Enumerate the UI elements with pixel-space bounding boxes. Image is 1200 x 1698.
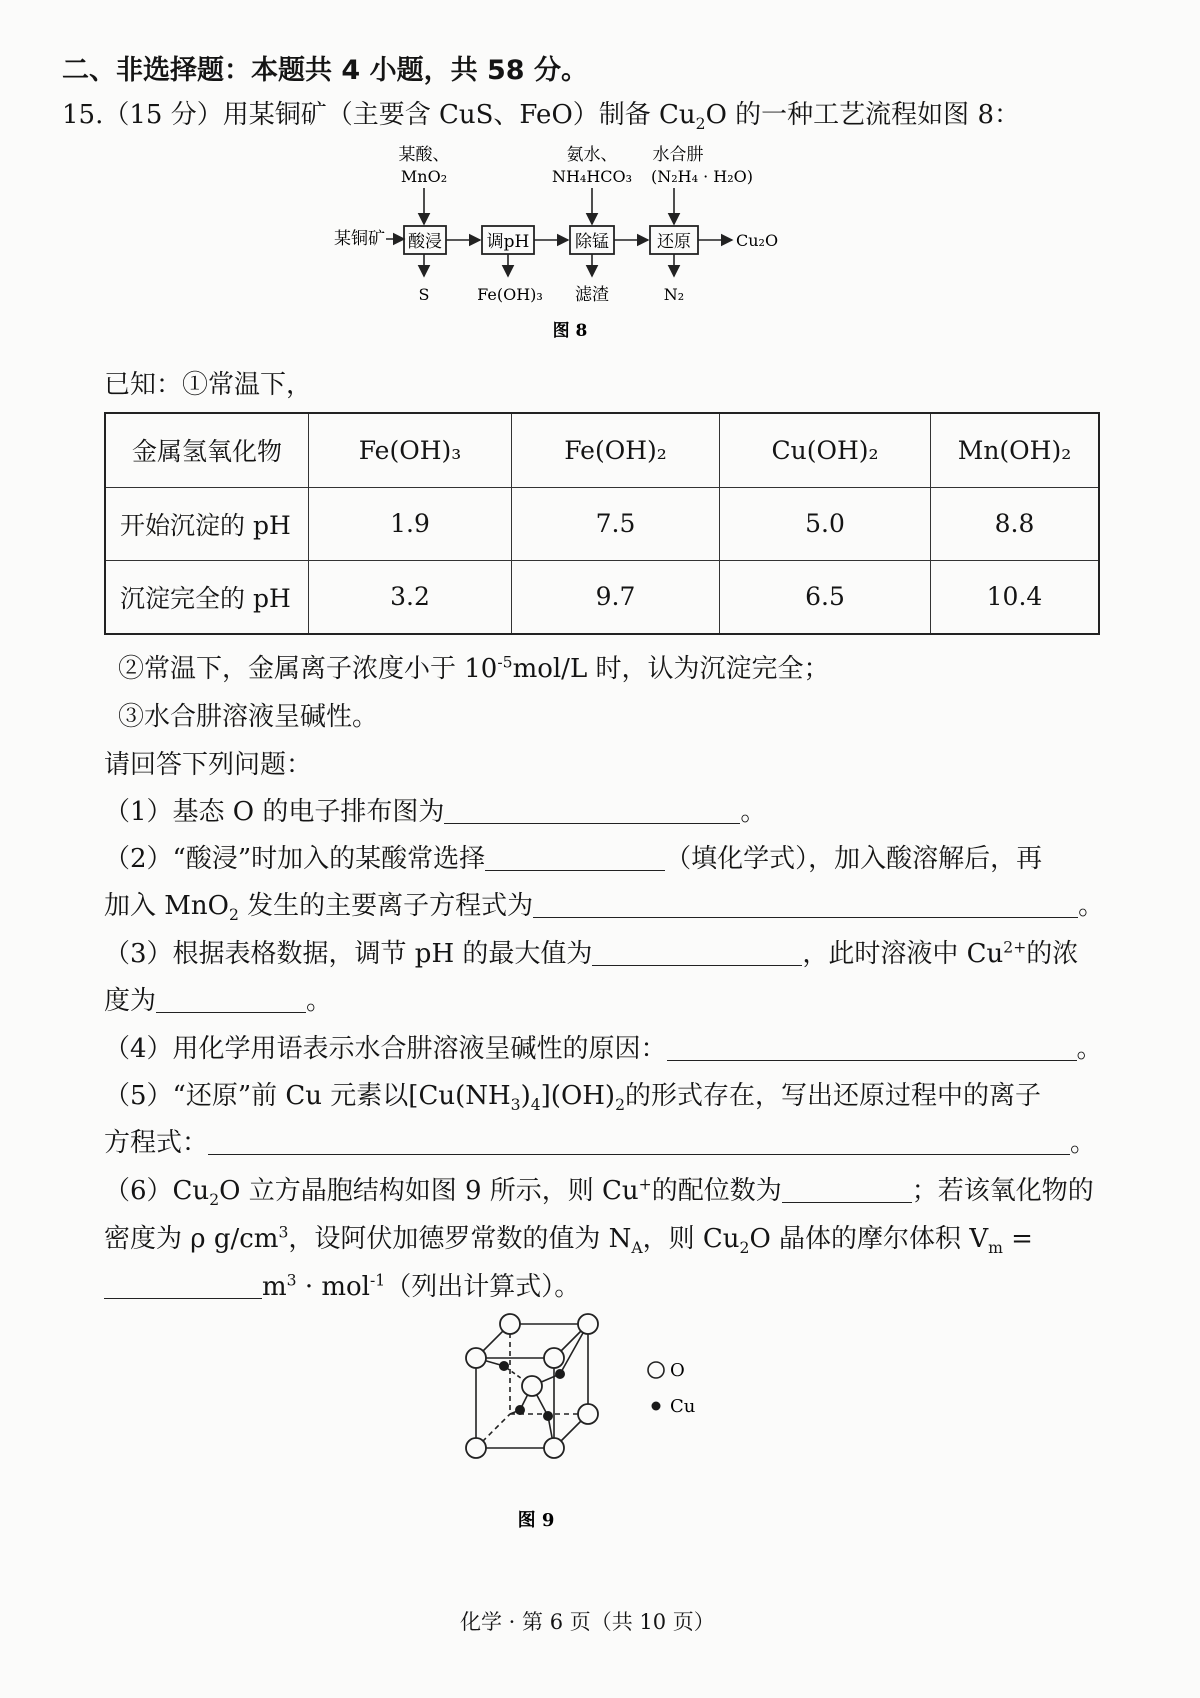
- table-row: [105, 487, 1099, 560]
- q6-text-i: =: [1002, 1224, 1033, 1254]
- sub-question-6: [104, 1170, 1094, 1209]
- q6-text-k: · mol: [296, 1272, 370, 1302]
- flow-output: 滤渣: [575, 285, 609, 305]
- flow-output: N₂: [663, 285, 685, 304]
- q2-sub: 2: [228, 906, 239, 925]
- sub-question-1: [104, 791, 766, 828]
- answer-blank[interactable]: [782, 1176, 912, 1203]
- q3-text-d: 度为: [104, 986, 157, 1016]
- question-points: （15 分）: [103, 100, 223, 130]
- o-atom: [544, 1438, 564, 1458]
- q6-sup: 3: [286, 1271, 297, 1290]
- page-footer: 化学 · 第 6 页（共 10 页）: [460, 1610, 715, 1634]
- question-intro: [62, 94, 1020, 133]
- table-cell: 7.5: [512, 487, 720, 560]
- q6-sub: m: [988, 1239, 1003, 1258]
- q2-text: （2）“酸浸”时加入的某酸常选择: [104, 844, 486, 874]
- q5-text-b: ): [520, 1081, 531, 1111]
- known-intro: 已知：①常温下，: [104, 370, 313, 400]
- known-item-2-text: ②常温下，金属离子浓度小于 10: [118, 654, 498, 684]
- q6-text-l: （列出计算式）。: [385, 1272, 581, 1302]
- table-header-cell: Mn(OH)₂: [931, 413, 1100, 487]
- q3-end: 。: [306, 986, 333, 1016]
- q6-text-h: O 晶体的摩尔体积 V: [749, 1224, 989, 1254]
- q6-text-e: 密度为 ρ g/cm: [104, 1224, 279, 1254]
- table-cell: 1.9: [309, 487, 512, 560]
- o-atom: [578, 1404, 598, 1424]
- sub-question-3: [104, 933, 1078, 970]
- q6-sub: 2: [209, 1191, 220, 1210]
- q6-sup: +: [638, 1175, 652, 1194]
- q5-text-e: 方程式：: [104, 1128, 209, 1158]
- flow-product: Cu₂O: [736, 231, 779, 250]
- q5-text-c: ](OH): [540, 1081, 616, 1111]
- table-row: [105, 560, 1099, 634]
- table-cell: 8.8: [931, 487, 1100, 560]
- section-title: 二、非选择题：本题共 4 小题，共 58 分。: [62, 55, 588, 86]
- table-cell: 5.0: [720, 487, 931, 560]
- table-header-cell: 金属氢氧化物: [105, 413, 309, 487]
- unit-cell-figure: [458, 1306, 738, 1536]
- q1-text: （1）基态 O 的电子排布图为: [104, 797, 445, 827]
- q2-end: 。: [1078, 891, 1105, 921]
- q6-text-c: 的配位数为: [651, 1176, 782, 1206]
- figure-8-caption: 图 8: [552, 321, 588, 340]
- input-label: 水合肼: [652, 145, 704, 165]
- answer-blank[interactable]: [485, 844, 665, 871]
- q6-text-j: m: [262, 1272, 287, 1302]
- legend-cu-icon: [652, 1402, 661, 1411]
- input-label: MnO₂: [400, 167, 448, 186]
- q6-text-d: ；若该氧化物的: [911, 1176, 1094, 1206]
- answer-blank[interactable]: [592, 939, 802, 966]
- q6-sub: 2: [739, 1239, 750, 1258]
- sub-question-6-line3: [104, 1266, 580, 1303]
- cu-atom: [543, 1411, 553, 1421]
- o-atom: [544, 1348, 564, 1368]
- answer-blank[interactable]: [104, 1272, 262, 1299]
- sub-question-2-line2: [104, 885, 1104, 924]
- o-atom: [466, 1438, 486, 1458]
- input-label: 氨水、: [566, 145, 618, 165]
- q6-text-f: ，设阿伏加德罗常数的值为 N: [288, 1224, 632, 1254]
- sub-question-4: [104, 1028, 1103, 1065]
- flow-output: Fe(OH)₃: [477, 285, 543, 304]
- hydroxide-ph-table: [104, 412, 1100, 635]
- flow-step: 酸浸: [408, 232, 442, 252]
- q3-text: （3）根据表格数据，调节 pH 的最大值为: [104, 939, 593, 969]
- flow-output: S: [418, 285, 430, 304]
- o-atom: [522, 1376, 542, 1396]
- q5-text: （5）“还原”前 Cu 元素以[Cu(NH: [104, 1081, 511, 1111]
- q4-end: 。: [1076, 1034, 1103, 1064]
- q2-text-c: 加入 MnO: [104, 891, 229, 921]
- q5-sub: 3: [510, 1096, 521, 1115]
- flow-start: 某铜矿: [334, 229, 385, 249]
- table-cell: 9.7: [512, 560, 720, 634]
- q5-sub: 2: [615, 1096, 625, 1115]
- q1-end: 。: [740, 797, 767, 827]
- q6-sub: A: [631, 1239, 643, 1258]
- flow-step: 除锰: [575, 232, 609, 252]
- sub-question-5-line2: [104, 1122, 1096, 1159]
- answer-blank[interactable]: [156, 986, 306, 1013]
- sub-question-5: [104, 1075, 1041, 1114]
- q2-text-b: （填化学式），加入酸溶解后，再: [665, 844, 1043, 874]
- answer-prompt: 请回答下列问题：: [104, 750, 313, 780]
- q6-text-b: O 立方晶胞结构如图 9 所示，则 Cu: [219, 1176, 639, 1206]
- question-number: 15.: [62, 100, 104, 130]
- table-cell: 6.5: [720, 560, 931, 634]
- known-item-2-sup: -5: [497, 653, 513, 672]
- question-text-sub: 2: [695, 115, 706, 134]
- known-item-3: ③水合肼溶液呈碱性。: [118, 702, 379, 732]
- q6-sup: -1: [370, 1271, 386, 1290]
- cu-atom: [515, 1405, 525, 1415]
- question-text: 用某铜矿（主要含 CuS、FeO）制备 Cu: [222, 100, 696, 130]
- o-atom: [500, 1314, 520, 1334]
- legend-o-label: O: [670, 1360, 685, 1381]
- table-cell: 10.4: [931, 560, 1100, 634]
- q3-text-c: 的浓: [1026, 939, 1079, 969]
- input-label: NH₄HCO₃: [551, 167, 633, 186]
- flow-step: 还原: [657, 232, 691, 252]
- q5-sub: 4: [530, 1096, 541, 1115]
- q5-end: 。: [1070, 1128, 1097, 1158]
- flow-step: 调pH: [486, 232, 530, 252]
- q5-text-d: 的形式存在，写出还原过程中的离子: [625, 1081, 1042, 1111]
- input-label: (N₂H₄ · H₂O): [650, 167, 754, 186]
- q2-text-d: 发生的主要离子方程式为: [238, 891, 534, 921]
- cu-atom: [499, 1361, 509, 1371]
- question-text-end: O 的一种工艺流程如图 8：: [705, 100, 1020, 130]
- figure-9-caption: 图 9: [517, 1510, 555, 1531]
- table-cell: 3.2: [309, 560, 512, 634]
- sub-question-6-line2: [104, 1218, 1033, 1257]
- known-item-2-end: mol/L 时，认为沉淀完全；: [512, 654, 830, 684]
- legend-cu-label: Cu: [670, 1396, 696, 1417]
- o-atom: [578, 1314, 598, 1334]
- q3-text-b: ，此时溶液中 Cu: [802, 939, 1004, 969]
- q3-sup: 2+: [1003, 938, 1027, 957]
- sub-question-2: [104, 838, 1042, 875]
- table-row-header: 沉淀完全的 pH: [105, 560, 309, 634]
- known-item-2: [118, 648, 829, 685]
- table-header-cell: Fe(OH)₂: [512, 413, 720, 487]
- answer-blank[interactable]: [667, 1034, 1077, 1061]
- answer-blank[interactable]: [208, 1128, 1070, 1155]
- cu-atom: [555, 1369, 565, 1379]
- q6-text-g: ，则 Cu: [642, 1224, 740, 1254]
- legend-o-icon: [648, 1362, 664, 1378]
- answer-blank[interactable]: [444, 797, 740, 824]
- table-header-cell: Fe(OH)₃: [309, 413, 512, 487]
- q4-text: （4）用化学用语表示水合肼溶液呈碱性的原因：: [104, 1034, 667, 1064]
- table-header-row: [105, 413, 1099, 487]
- sub-question-3-line2: [104, 980, 332, 1017]
- table-row-header: 开始沉淀的 pH: [105, 487, 309, 560]
- q6-sup: 3: [278, 1223, 289, 1242]
- process-flow-diagram: [320, 140, 880, 340]
- input-label: 某酸、: [398, 145, 450, 165]
- answer-blank[interactable]: [533, 891, 1078, 918]
- table-header-cell: Cu(OH)₂: [720, 413, 931, 487]
- o-atom: [466, 1348, 486, 1368]
- q6-text: （6）Cu: [104, 1176, 210, 1206]
